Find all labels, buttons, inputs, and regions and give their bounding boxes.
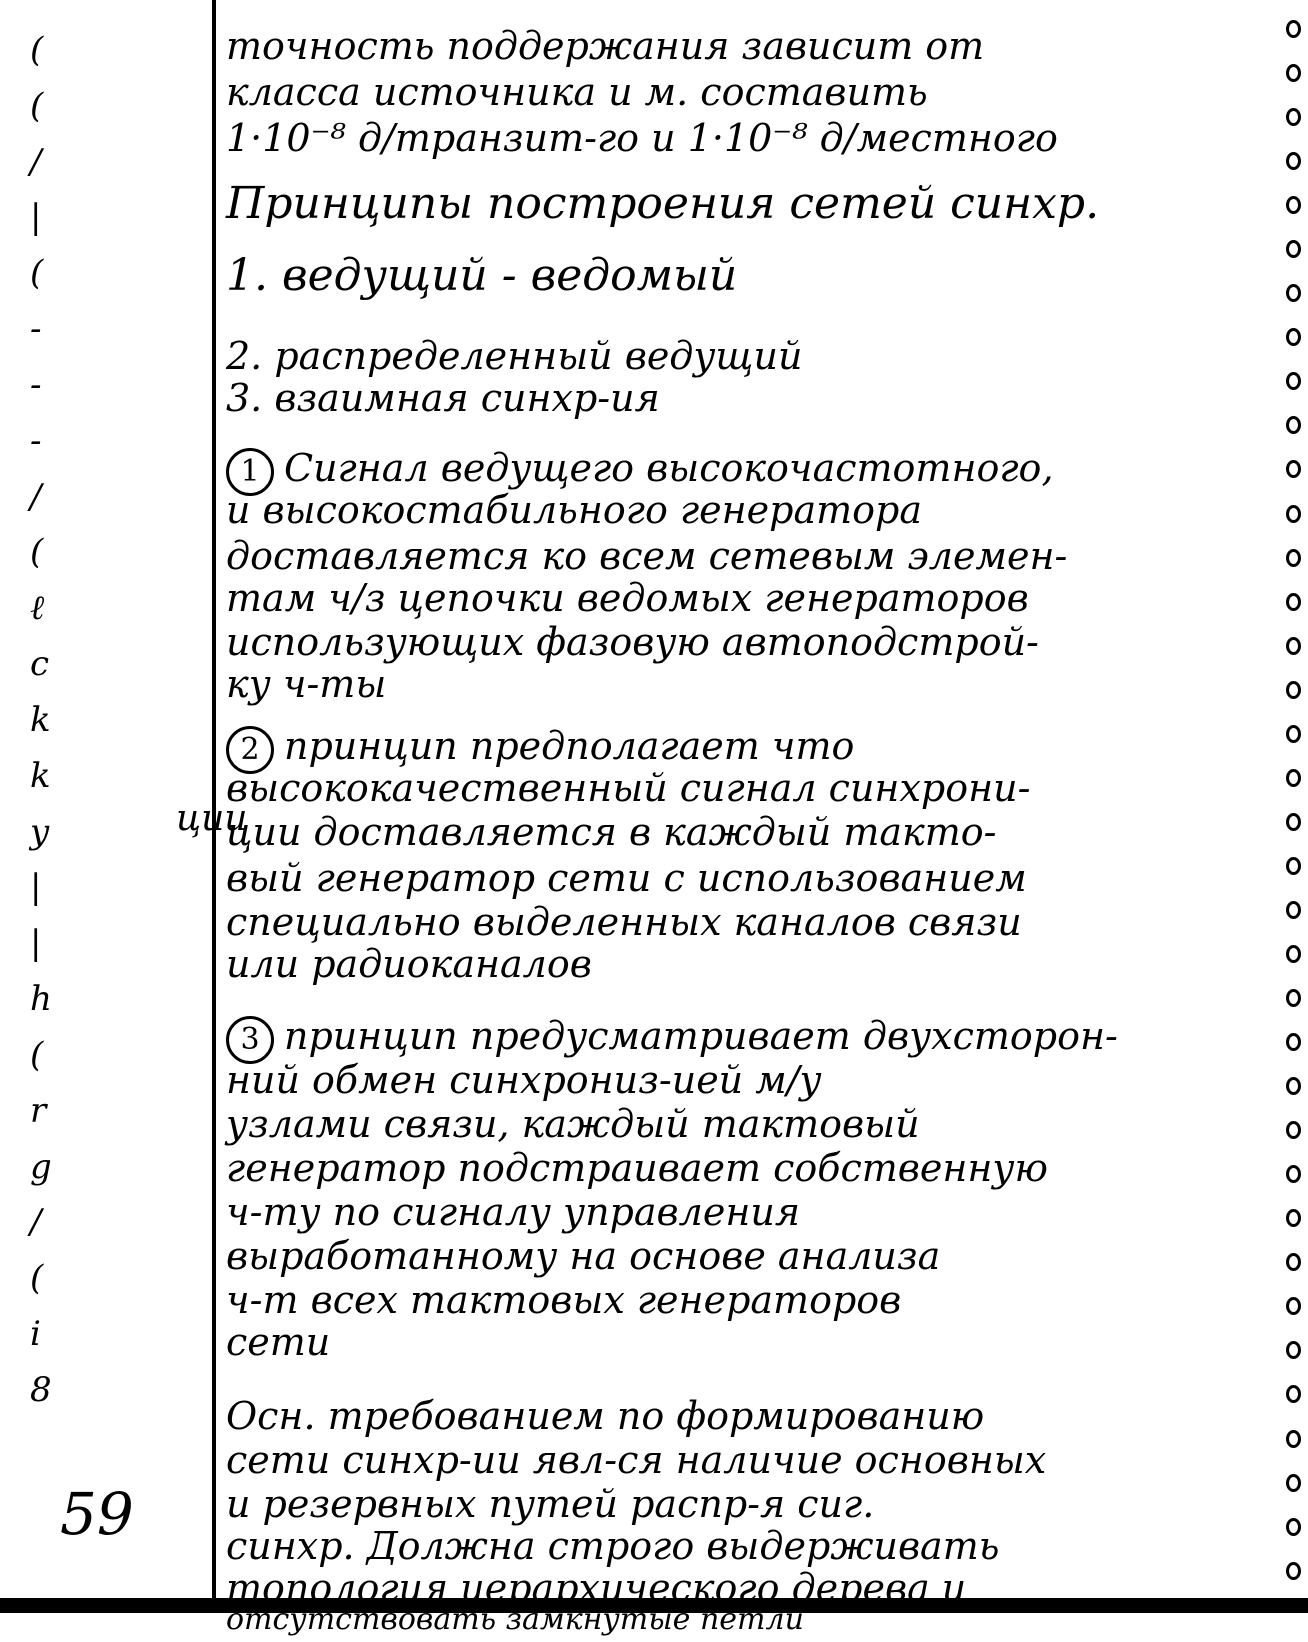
margin-note: ции <box>176 798 248 839</box>
text-line <box>226 1058 822 1102</box>
text-line <box>226 1482 874 1526</box>
line-text: сети синхр-ии явл-ся наличие основных <box>226 1438 1047 1482</box>
binding-hole <box>1286 108 1301 126</box>
text-line <box>226 1438 1046 1482</box>
binding-hole <box>1286 725 1301 743</box>
margin-mark: - <box>30 309 42 350</box>
margin-mark: / <box>30 141 42 182</box>
binding-hole <box>1286 1474 1301 1492</box>
text-line <box>226 24 984 68</box>
margin-mark: ( <box>30 253 44 294</box>
margin-mark: - <box>30 364 42 405</box>
text-line <box>226 1320 330 1364</box>
margin-mark: h <box>30 979 52 1020</box>
binding-hole <box>1286 549 1301 567</box>
text-line <box>226 1524 999 1568</box>
binding-hole <box>1286 328 1301 346</box>
line-text: топология иерархического дерева и <box>226 1566 967 1610</box>
margin-mark: g <box>30 1146 52 1187</box>
binding-hole <box>1286 20 1301 38</box>
line-text: ку ч-ты <box>226 662 387 706</box>
binding-hole <box>1286 64 1301 82</box>
text-line <box>226 942 592 986</box>
text-line <box>226 620 1039 664</box>
text-line <box>226 576 1029 620</box>
line-text: Принципы построения сетей синхр. <box>226 178 1100 229</box>
binding-hole <box>1286 1209 1301 1227</box>
text-line <box>226 1102 920 1146</box>
line-text: и высокостабильного генератора <box>226 488 923 532</box>
margin-mark: ( <box>30 1034 44 1075</box>
line-text: 2. распределенный ведущий <box>226 334 803 378</box>
binding-hole <box>1286 152 1301 170</box>
binding-hole <box>1286 593 1301 611</box>
line-text: и резервных путей распр-я сиг. <box>226 1482 875 1526</box>
margin-mark: k <box>30 755 51 796</box>
handwritten-text <box>226 14 1266 1637</box>
binding-hole <box>1286 813 1301 831</box>
text-line <box>226 250 738 301</box>
line-text: высококачественный сигнал синхрони- <box>226 766 1031 810</box>
text-line <box>226 1598 804 1642</box>
binding-hole <box>1286 460 1301 478</box>
circled-number: 2 <box>226 726 274 774</box>
line-text: узлами связи, каждый тактовый <box>226 1102 920 1146</box>
line-text: генератор подстраивает собственную <box>226 1146 1048 1190</box>
margin-mark: | <box>30 867 42 908</box>
text-line <box>226 534 1067 578</box>
text-line <box>226 1394 984 1438</box>
text-line <box>226 70 928 114</box>
text-line <box>226 334 802 378</box>
text-line <box>226 376 660 420</box>
margin-mark: 8 <box>30 1369 52 1410</box>
binding-hole <box>1286 1121 1301 1139</box>
text-line <box>226 488 922 532</box>
text-line <box>226 766 1030 810</box>
margin-mark: / <box>30 1202 42 1243</box>
binding-hole <box>1286 1033 1301 1051</box>
margin-mark: | <box>30 197 42 238</box>
text-line <box>226 1146 1048 1190</box>
binding-hole <box>1286 1077 1301 1095</box>
margin-mark: ( <box>30 30 44 70</box>
binding-hole <box>1286 769 1301 787</box>
binding-hole <box>1286 1341 1301 1359</box>
line-text: специально выделенных каналов связи <box>226 900 1022 944</box>
line-text: синхр. Должна строго выдерживать <box>226 1524 1000 1568</box>
binding-hole <box>1286 857 1301 875</box>
text-line <box>226 1278 901 1322</box>
line-text: доставляется ко всем сетевым элемен- <box>226 534 1068 578</box>
binding-hole <box>1286 196 1301 214</box>
line-text: Осн. требованием по формированию <box>226 1394 985 1438</box>
text-line <box>226 662 386 706</box>
text-line <box>226 1190 800 1234</box>
line-text: использующих фазовую автоподстрой- <box>226 620 1039 664</box>
text-line <box>226 178 1100 229</box>
line-text: 1. ведущий - ведомый <box>226 250 738 301</box>
text-line <box>226 810 996 854</box>
circled-number: 1 <box>226 448 274 496</box>
line-text: сети <box>226 1320 331 1364</box>
binding-hole <box>1286 1253 1301 1271</box>
line-text: 1·10⁻⁸ д/транзит-го и 1·10⁻⁸ д/местного <box>226 116 1058 160</box>
binding-hole <box>1286 1297 1301 1315</box>
margin-mark: i <box>30 1314 41 1355</box>
line-text: принцип предусматривает двухсторон- <box>284 1014 1118 1058</box>
text-line <box>226 856 1027 900</box>
line-text: ч-т всех тактовых генераторов <box>226 1278 902 1322</box>
circled-number: 3 <box>226 1016 274 1064</box>
line-text: класса источника и м. составить <box>226 70 928 114</box>
text-line <box>226 900 1022 944</box>
page-number: 59 <box>60 1480 134 1548</box>
binding-hole <box>1286 416 1301 434</box>
binding-holes <box>1286 20 1300 1580</box>
margin-mark: k <box>30 699 51 740</box>
binding-hole <box>1286 240 1301 258</box>
line-text: ции доставляется в каждый такто- <box>226 810 997 854</box>
margin-mark: r <box>30 1090 47 1131</box>
binding-hole <box>1286 372 1301 390</box>
line-text: принцип предполагает что <box>284 724 855 768</box>
margin-mark: - <box>30 420 42 461</box>
binding-hole <box>1286 637 1301 655</box>
text-line <box>226 116 1058 160</box>
binding-hole <box>1286 1430 1301 1448</box>
binding-hole <box>1286 505 1301 523</box>
line-text: точность поддержания зависит от <box>226 24 985 68</box>
margin-mark: | <box>30 923 42 964</box>
text-line <box>226 1014 1118 1064</box>
line-text: ч-ту по сигналу управления <box>226 1190 800 1234</box>
line-text: 3. взаимная синхр-ия <box>226 376 660 420</box>
margin-mark: ℓ <box>30 588 45 629</box>
binding-hole <box>1286 989 1301 1007</box>
line-text: там ч/з цепочки ведомых генераторов <box>226 576 1029 620</box>
line-text: Сигнал ведущего высокочастотного, <box>284 446 1054 490</box>
binding-hole <box>1286 1562 1301 1580</box>
margin-mark: ( <box>30 85 44 126</box>
binding-hole <box>1286 1518 1301 1536</box>
binding-hole <box>1286 1165 1301 1183</box>
binding-hole <box>1286 284 1301 302</box>
text-line <box>226 1234 940 1278</box>
margin-mark: / <box>30 476 42 517</box>
left-margin-marks <box>30 30 60 1410</box>
line-text: вый генератор сети с использованием <box>226 856 1027 900</box>
binding-hole <box>1286 1385 1301 1403</box>
line-text: ний обмен синхрониз-ией м/у <box>226 1058 822 1102</box>
line-text: или радиоканалов <box>226 942 592 986</box>
margin-mark: c <box>30 644 50 685</box>
margin-mark: ( <box>30 1258 44 1299</box>
margin-mark: y <box>30 811 50 852</box>
binding-hole <box>1286 681 1301 699</box>
line-text: отсутствовать замкнутые петли <box>226 1602 804 1637</box>
binding-hole <box>1286 945 1301 963</box>
binding-hole <box>1286 901 1301 919</box>
line-text: выработанному на основе анализа <box>226 1234 941 1278</box>
margin-mark: ( <box>30 532 44 573</box>
